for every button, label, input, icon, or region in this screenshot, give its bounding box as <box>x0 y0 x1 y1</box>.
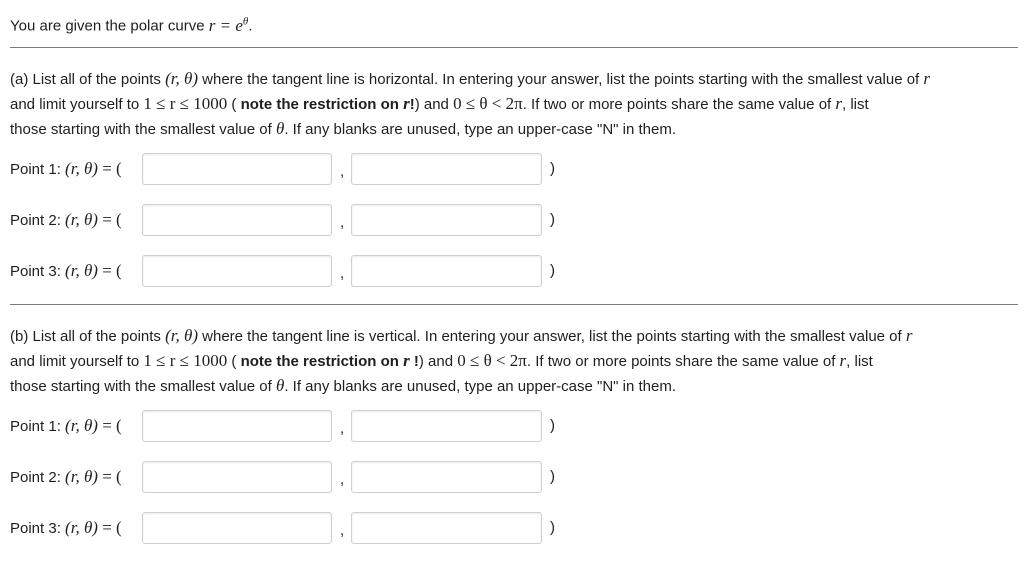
divider-middle <box>10 304 1018 305</box>
part-a-point-1-theta-input[interactable] <box>351 153 542 185</box>
point-label: Point 3: (r, θ) = ( <box>10 261 122 280</box>
part-a-prompt <box>10 67 1018 142</box>
intro-text: You are given the polar curve <box>10 17 205 35</box>
part-b-point-3-theta-input[interactable] <box>351 512 542 544</box>
part-b-line-2: and limit yourself to 1 ≤ r ≤ 1000 ( note the restriction on r !) and 0 ≤ θ < 2π. If two or more points share the same value of r, list <box>10 351 873 370</box>
closing-paren: ) <box>550 519 555 536</box>
closing-paren: ) <box>550 468 555 485</box>
point-label: Point 2: (r, θ) = ( <box>10 467 122 486</box>
part-a-line-3: those starting with the smallest value of θ. If any blanks are unused, type an upper-case "N" in them. <box>10 119 677 138</box>
problem-intro: You are given the polar curve $r = e^\theta$. <box>10 15 253 35</box>
closing-paren: ) <box>550 262 555 279</box>
closing-paren: ) <box>550 160 555 177</box>
part-b-prompt <box>10 324 1018 399</box>
point-label: Point 1: (r, θ) = ( <box>10 159 122 178</box>
point-label: Point 1: (r, θ) = ( <box>10 416 122 435</box>
part-a-point-2-r-input[interactable] <box>142 204 332 236</box>
comma-separator: , <box>340 471 345 488</box>
part-b-point-1-theta-input[interactable] <box>351 410 542 442</box>
part-b-point-3-r-input[interactable] <box>142 512 332 544</box>
comma-separator: , <box>340 163 345 180</box>
restriction-note: note the restriction on r! <box>240 94 415 113</box>
part-a-point-2-theta-input[interactable] <box>351 204 542 236</box>
restriction-note: note the restriction on r ! <box>240 351 419 370</box>
part-a-point-1-row <box>10 152 122 186</box>
closing-paren: ) <box>550 211 555 228</box>
part-b-point-2-r-input[interactable] <box>142 461 332 493</box>
comma-separator: , <box>340 522 345 539</box>
part-a-line-2: and limit yourself to 1 ≤ r ≤ 1000 ( note the restriction on r!) and 0 ≤ θ < 2π. If two or more points share the same value of r, list <box>10 94 869 113</box>
comma-separator: , <box>340 420 345 437</box>
point-label: Point 3: (r, θ) = ( <box>10 518 122 537</box>
part-a-point-1-r-input[interactable] <box>142 153 332 185</box>
divider-top <box>10 47 1018 48</box>
closing-paren: ) <box>550 417 555 434</box>
part-b-point-2-theta-input[interactable] <box>351 461 542 493</box>
curve-equation: $r = e^\theta$ <box>208 15 249 35</box>
part-a-line-1: (a) List all of the points (r, θ) where the tangent line is horizontal. In entering your answer, list the points starting with the smallest value of r <box>10 69 930 88</box>
part-b-point-2-row <box>10 460 122 494</box>
part-b-line-1: (b) List all of the points (r, θ) where the tangent line is vertical. In entering your answer, list the points starting with the smallest value of r <box>10 326 913 345</box>
point-label: Point 2: (r, θ) = ( <box>10 210 122 229</box>
part-b-line-3: those starting with the smallest value of θ. If any blanks are unused, type an upper-case "N" in them. <box>10 376 677 395</box>
part-a-point-3-row <box>10 254 122 288</box>
part-a-point-3-theta-input[interactable] <box>351 255 542 287</box>
part-b-point-1-r-input[interactable] <box>142 410 332 442</box>
part-b-point-1-row <box>10 409 122 443</box>
part-a-point-3-r-input[interactable] <box>142 255 332 287</box>
part-b-point-3-row <box>10 511 122 545</box>
comma-separator: , <box>340 265 345 282</box>
comma-separator: , <box>340 214 345 231</box>
part-a-point-2-row <box>10 203 122 237</box>
